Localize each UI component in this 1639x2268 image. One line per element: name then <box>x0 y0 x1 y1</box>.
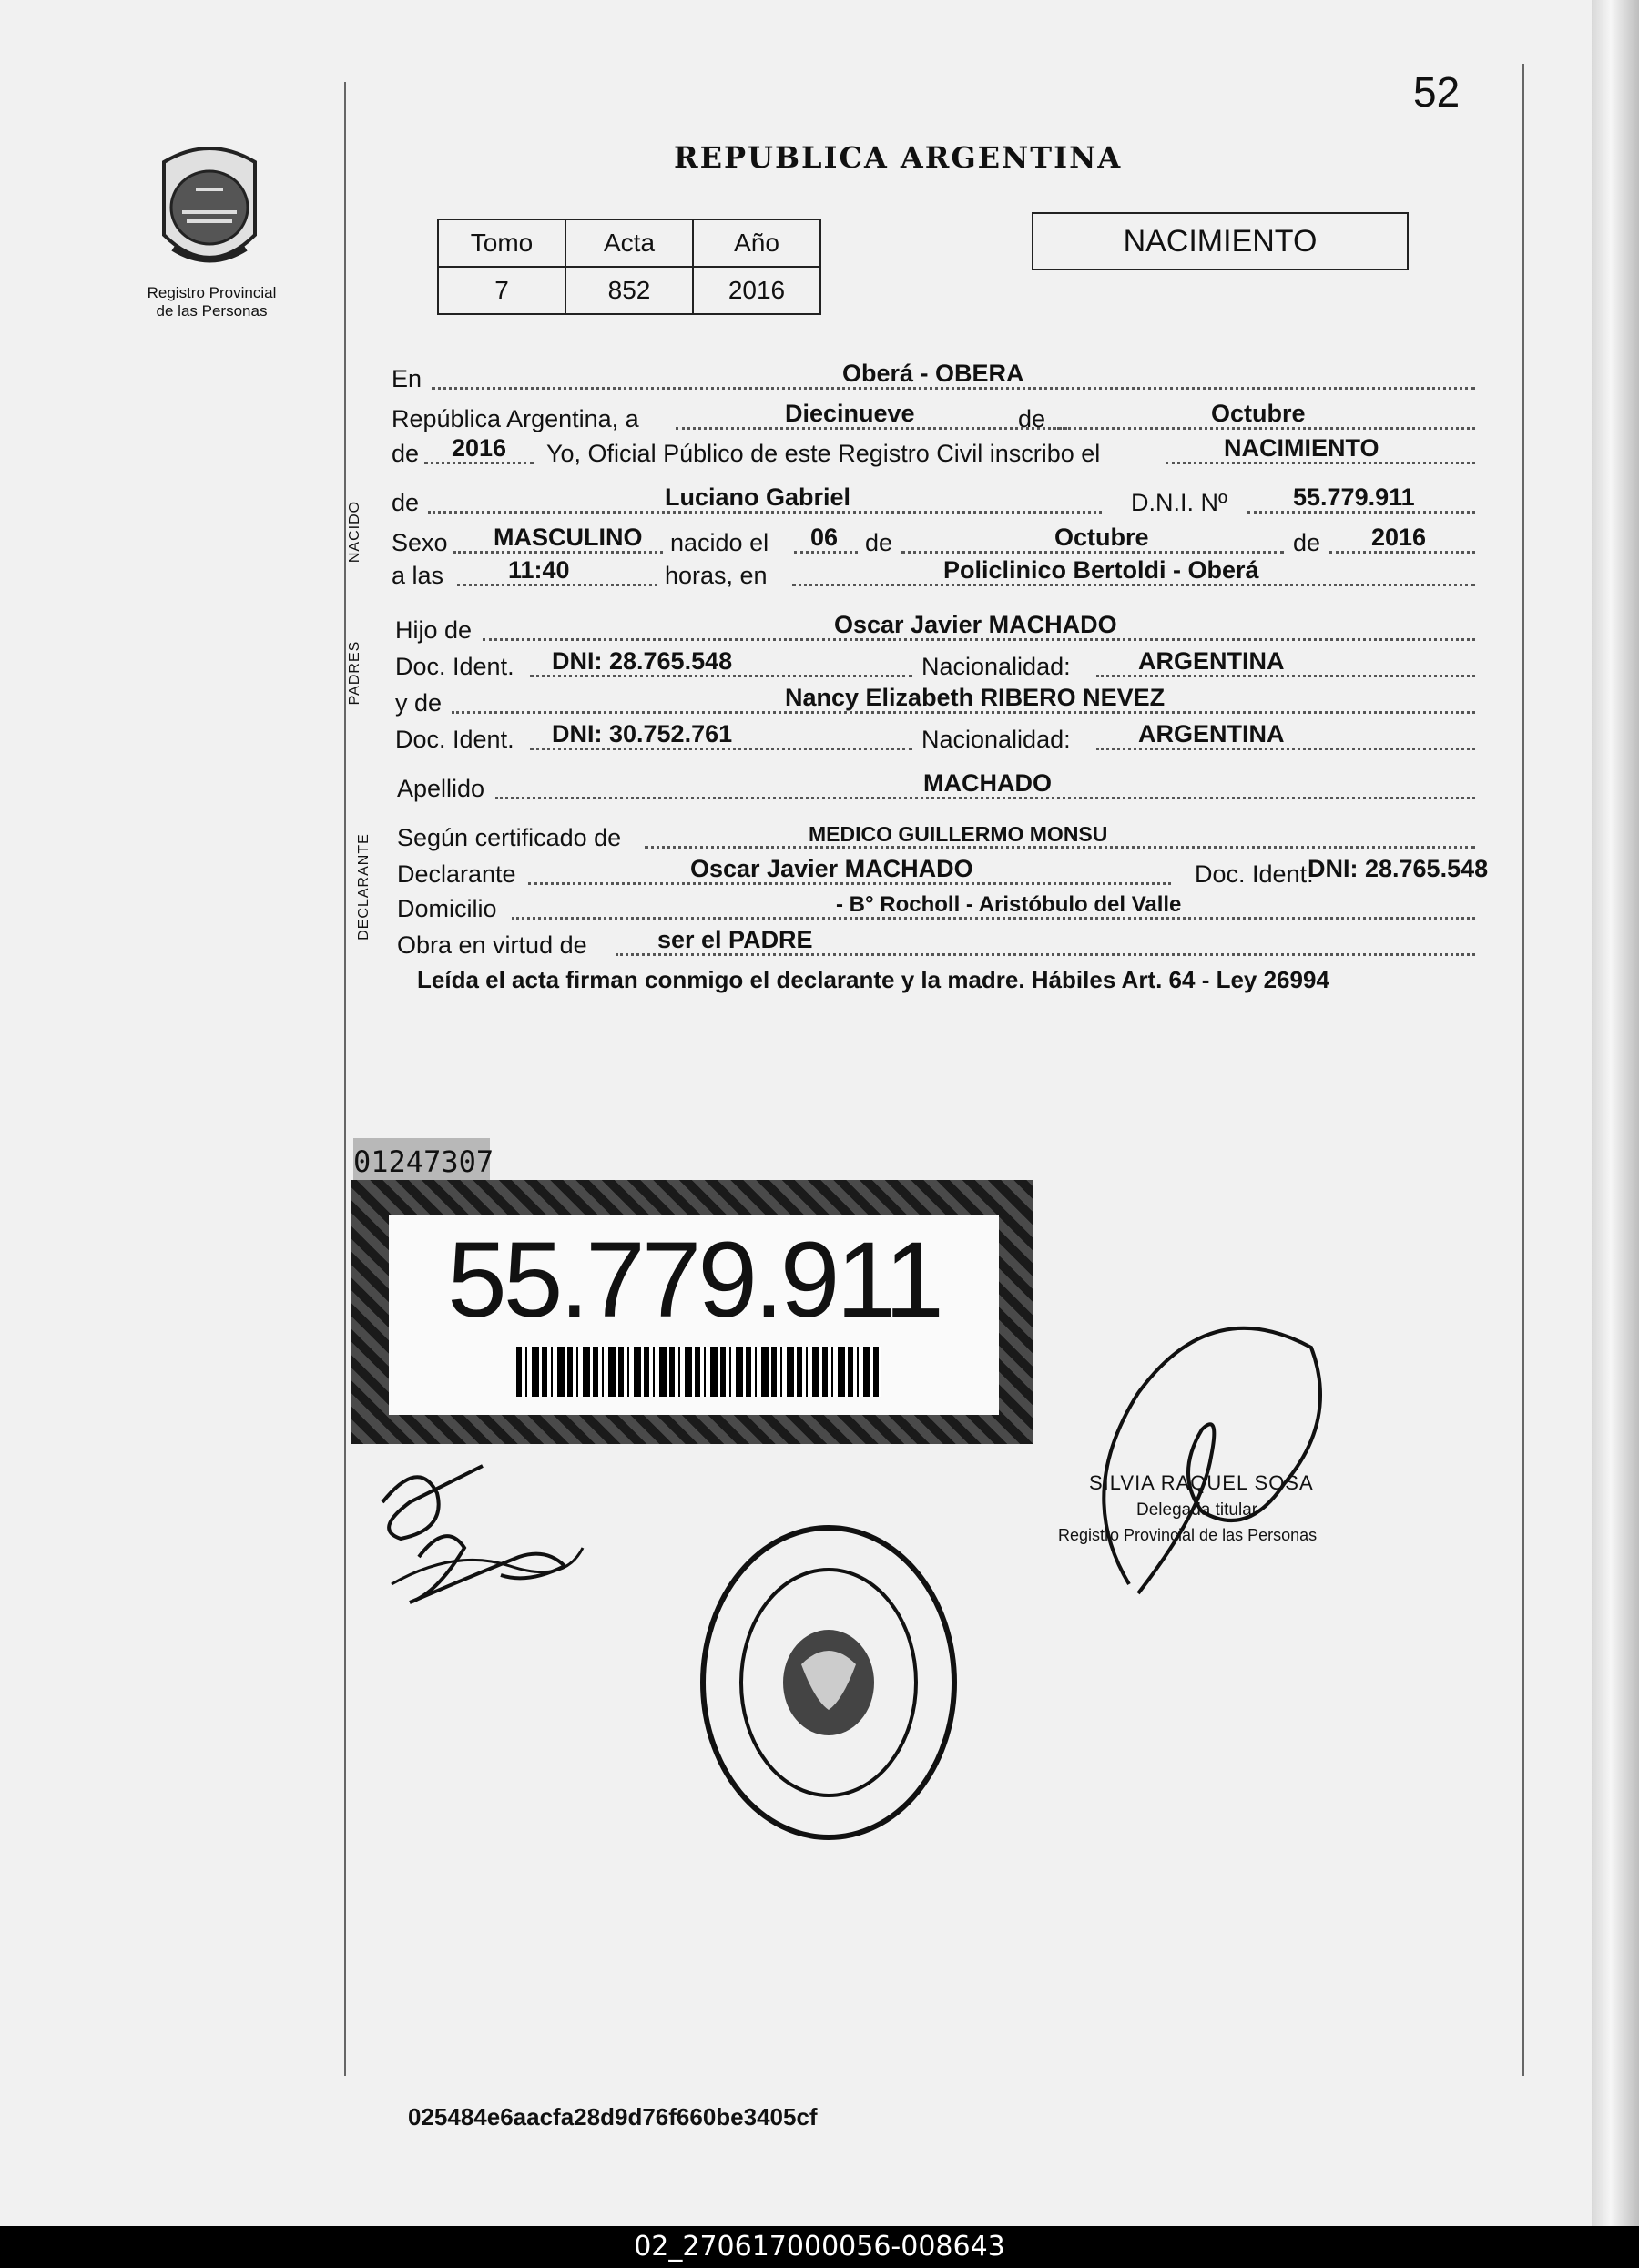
label-segun: Según certificado de <box>397 824 622 851</box>
label-yde: y de <box>395 689 443 717</box>
row-en <box>392 361 1475 397</box>
value-birth-year: 2016 <box>1371 524 1427 551</box>
province-logo-icon <box>146 135 273 280</box>
row-doc-padre <box>395 648 1475 685</box>
sticker-label <box>389 1215 999 1415</box>
label-nacido: nacido el <box>670 529 769 556</box>
value-child-name: Luciano Gabriel <box>665 483 851 511</box>
value-hour: 11:40 <box>508 556 570 584</box>
closing-note: Leída el acta firman conmigo el declarante y la madre. Hábiles Art. 64 - Ley 26994 <box>417 966 1329 993</box>
value-day: Diecinueve <box>785 400 915 427</box>
page-number: 52 <box>1413 68 1461 116</box>
page-title: REPUBLICA ARGENTINA <box>674 140 1123 175</box>
label-de: de <box>865 529 893 556</box>
row-hora <box>392 557 1475 594</box>
value-certificate: MEDICO GUILLERMO MONSU <box>809 822 1108 846</box>
label-horas: horas, en <box>665 562 768 589</box>
value-sex: MASCULINO <box>494 524 643 551</box>
value-declarant-doc: DNI: 28.765.548 <box>1308 855 1489 882</box>
value-act: NACIMIENTO <box>1224 434 1379 462</box>
label-nacionalidad: Nacionalidad: <box>921 653 1071 680</box>
label-sexo: Sexo <box>392 529 448 556</box>
logo-caption-line2: de las Personas <box>156 302 268 320</box>
label-de: de <box>392 440 420 467</box>
row-oficial <box>392 435 1475 472</box>
logo-caption <box>127 284 296 320</box>
value-anio: 2016 <box>693 267 820 314</box>
value-father-nationality: ARGENTINA <box>1138 647 1285 675</box>
label-alas: a las <box>392 562 444 589</box>
row-doc-madre <box>395 721 1475 758</box>
value-mother: Nancy Elizabeth RIBERO NEVEZ <box>785 684 1166 711</box>
value-place: Oberá - OBERA <box>842 360 1024 387</box>
row-apellido <box>397 770 1475 807</box>
label-republica: República Argentina, a <box>392 405 639 432</box>
stamp-number: 01247307 <box>353 1138 490 1185</box>
value-month: Octubre <box>1211 400 1306 427</box>
value-tomo: 7 <box>438 267 565 314</box>
header-tomo: Tomo <box>438 219 565 267</box>
value-declarant: Oscar Javier MACHADO <box>690 855 973 882</box>
document-hash: 025484e6aacfa28d9d76f660be3405cf <box>408 2103 818 2131</box>
label-oficial: Yo, Oficial Público de este Registro Civil inscribo el <box>546 440 1101 467</box>
row-domicilio <box>397 890 1475 927</box>
row-nombre <box>392 484 1475 521</box>
label-de: de <box>1018 405 1046 432</box>
label-dni: D.N.I. Nº <box>1131 489 1227 516</box>
row-madre <box>395 685 1475 721</box>
signature-declarant-icon <box>364 1439 610 1621</box>
value-birth-day: 06 <box>810 524 839 551</box>
label-de: de <box>392 489 420 516</box>
record-table <box>437 219 821 315</box>
round-seal-icon <box>692 1519 965 1846</box>
header-anio: Año <box>693 219 820 267</box>
barcode-icon <box>516 1347 881 1397</box>
label-declarante: Declarante <box>397 860 516 888</box>
label-de: de <box>1293 529 1321 556</box>
value-year: 2016 <box>452 434 507 462</box>
value-mother-doc: DNI: 30.752.761 <box>552 720 733 748</box>
record-type-box: NACIMIENTO <box>1032 212 1409 270</box>
row-declarante <box>397 855 1489 892</box>
left-margin-line <box>344 82 346 2076</box>
label-nacionalidad: Nacionalidad: <box>921 726 1071 753</box>
row-certificado <box>397 819 1475 856</box>
value-reason: ser el PADRE <box>657 926 813 953</box>
row-padre <box>395 612 1475 648</box>
value-birth-place: Policlinico Bertoldi - Oberá <box>943 556 1259 584</box>
section-label-declarante: DECLARANTE <box>356 833 372 941</box>
value-address: - B° Rocholl - Aristóbulo del Valle <box>836 892 1182 917</box>
label-obra: Obra en virtud de <box>397 931 587 959</box>
footer-id: 02_270617000056-008643 <box>0 2226 1639 2268</box>
sticker-number: 55.779.911 <box>447 1220 941 1340</box>
section-label-nacido: NACIDO <box>347 500 362 564</box>
header-acta: Acta <box>565 219 693 267</box>
id-sticker <box>351 1180 1033 1444</box>
value-mother-nationality: ARGENTINA <box>1138 720 1285 748</box>
signature-official-icon <box>1065 1311 1339 1621</box>
label-domicilio: Domicilio <box>397 895 497 922</box>
row-fecha <box>392 401 1475 437</box>
row-sexo <box>392 524 1475 561</box>
value-father: Oscar Javier MACHADO <box>834 611 1117 638</box>
section-label-padres: PADRES <box>347 640 362 706</box>
logo-caption-line1: Registro Provincial <box>147 284 277 301</box>
value-acta: 852 <box>565 267 693 314</box>
label-hijo: Hijo de <box>395 616 473 644</box>
label-apellido: Apellido <box>397 775 485 802</box>
page-edge <box>1592 0 1639 2226</box>
value-surname: MACHADO <box>923 769 1052 797</box>
value-father-doc: DNI: 28.765.548 <box>552 647 733 675</box>
label-en: En <box>392 365 422 392</box>
official-name: SILVIA RAQUEL SOSA <box>1089 1471 1314 1494</box>
value-child-dni: 55.779.911 <box>1293 483 1415 511</box>
row-obra <box>397 927 1475 963</box>
official-role: Delegada titular <box>1136 1500 1258 1520</box>
official-org: Registro Provincial de las Personas <box>1058 1526 1318 1544</box>
label-doc-ident: Doc. Ident. <box>1195 860 1314 888</box>
label-doc-ident: Doc. Ident. <box>395 726 514 753</box>
right-margin-line <box>1522 64 1524 2076</box>
value-birth-month: Octubre <box>1054 524 1149 551</box>
label-doc-ident: Doc. Ident. <box>395 653 514 680</box>
